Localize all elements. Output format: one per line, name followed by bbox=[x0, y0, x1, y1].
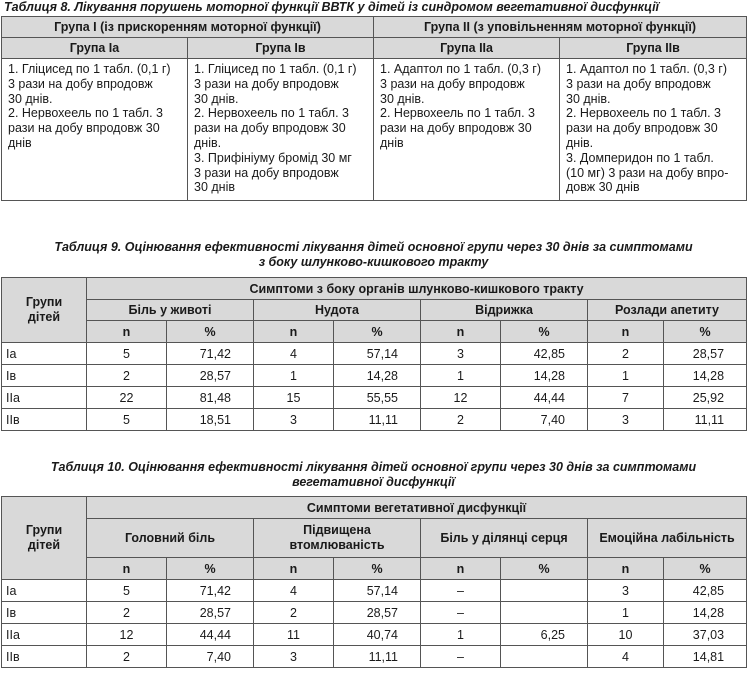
count-cell: 2 bbox=[588, 343, 664, 365]
count-cell: 7 bbox=[588, 387, 664, 409]
percent-cell: 28,57 bbox=[664, 343, 747, 365]
count-cell: 2 bbox=[87, 365, 167, 387]
count-cell: – bbox=[421, 580, 501, 602]
row-group-label: ІІа bbox=[2, 624, 87, 646]
count-cell: 4 bbox=[254, 580, 334, 602]
table9-caption-line2: з боку шлунково-кишкового тракту bbox=[258, 255, 489, 269]
percent-cell: 28,57 bbox=[167, 602, 254, 624]
table9-symptom-header: Біль у животі bbox=[87, 300, 254, 321]
percent-cell: 7,40 bbox=[501, 409, 588, 431]
row-group-label: Іа bbox=[2, 580, 87, 602]
table-row bbox=[2, 580, 747, 602]
table10-symptom-header: Головний біль bbox=[87, 519, 254, 558]
pct-header: % bbox=[664, 321, 747, 343]
count-cell: 4 bbox=[254, 343, 334, 365]
pct-header: % bbox=[167, 321, 254, 343]
table8-treatment-cell: 1. Гліцисед по 1 табл. (0,1 г) 3 рази на добу впродовж 30 днів. 2. Нервохеель по 1 табл. 3 рази на добу впродовж 30 днів bbox=[2, 59, 188, 201]
count-cell: 1 bbox=[254, 365, 334, 387]
table9-caption-line1: Таблиця 9. Оцінювання ефективності лікування дітей основної групи через 30 днів за симптомами bbox=[54, 240, 693, 254]
table8-caption: Таблиця 8. Лікування порушень моторної функції ВВТК у дітей із синдромом вегетативної дисфункції bbox=[4, 0, 660, 14]
percent-cell: 7,40 bbox=[167, 646, 254, 668]
table8-treatment-cell: 1. Адаптол по 1 табл. (0,3 г) 3 рази на добу впродовж 30 днів. 2. Нервохеель по 1 табл. 3 рази на добу впродовж 30 днів. 3. Домперидон по 1 табл. (10 мг) 3 рази на добу впро- довж 30 днів bbox=[560, 59, 747, 201]
percent-cell: 14,28 bbox=[664, 365, 747, 387]
percent-cell: 71,42 bbox=[167, 343, 254, 365]
table10-caption-line1: Таблиця 10. Оцінювання ефективності лікування дітей основної групи через 30 днів за симптомами bbox=[50, 460, 697, 474]
percent-cell: 44,44 bbox=[167, 624, 254, 646]
table9 bbox=[1, 277, 747, 431]
pct-header: % bbox=[167, 558, 254, 580]
n-header: n bbox=[254, 558, 334, 580]
percent-cell: 44,44 bbox=[501, 387, 588, 409]
pct-header: % bbox=[334, 321, 421, 343]
percent-cell: 42,85 bbox=[664, 580, 747, 602]
pct-header: % bbox=[501, 321, 588, 343]
count-cell: 3 bbox=[254, 646, 334, 668]
percent-cell: 18,51 bbox=[167, 409, 254, 431]
table9-caption bbox=[0, 240, 747, 270]
row-group-label: Ів bbox=[2, 365, 87, 387]
table8-subgroup-header: Група Ів bbox=[188, 38, 374, 59]
pct-header: % bbox=[334, 558, 421, 580]
n-header: n bbox=[588, 321, 664, 343]
symptom-label-line: втомлюваність bbox=[289, 538, 385, 552]
count-cell: 2 bbox=[87, 646, 167, 668]
percent-cell: 81,48 bbox=[167, 387, 254, 409]
count-cell: 12 bbox=[421, 387, 501, 409]
group-label-line: дітей bbox=[27, 538, 61, 552]
percent-cell: 11,11 bbox=[334, 646, 421, 668]
table10-caption bbox=[0, 460, 747, 490]
count-cell: 1 bbox=[588, 365, 664, 387]
count-cell: 11 bbox=[254, 624, 334, 646]
count-cell: 22 bbox=[87, 387, 167, 409]
percent-cell: 14,28 bbox=[664, 602, 747, 624]
count-cell: 3 bbox=[588, 580, 664, 602]
row-group-label: ІІв bbox=[2, 646, 87, 668]
n-header: n bbox=[421, 321, 501, 343]
row-group-label: Ів bbox=[2, 602, 87, 624]
percent-cell: 11,11 bbox=[334, 409, 421, 431]
percent-cell bbox=[501, 580, 588, 602]
count-cell: 5 bbox=[87, 343, 167, 365]
percent-cell: 14,28 bbox=[334, 365, 421, 387]
table10-caption-line2: вегетативної дисфункції bbox=[292, 475, 455, 489]
percent-cell: 28,57 bbox=[334, 602, 421, 624]
table8-group1-header: Група І (із прискоренням моторної функції) bbox=[2, 17, 374, 38]
count-cell: 12 bbox=[87, 624, 167, 646]
count-cell: 1 bbox=[421, 624, 501, 646]
row-group-label: Іа bbox=[2, 343, 87, 365]
count-cell: 1 bbox=[588, 602, 664, 624]
count-cell: 3 bbox=[421, 343, 501, 365]
table10-group-header bbox=[2, 497, 87, 580]
count-cell: 4 bbox=[588, 646, 664, 668]
table8-subgroup-header: Група ІІа bbox=[374, 38, 560, 59]
table-row bbox=[2, 387, 747, 409]
table9-group-header bbox=[2, 278, 87, 343]
n-header: n bbox=[588, 558, 664, 580]
table-row bbox=[2, 409, 747, 431]
table10 bbox=[1, 496, 747, 668]
count-cell: – bbox=[421, 646, 501, 668]
percent-cell: 40,74 bbox=[334, 624, 421, 646]
table10-symptoms-header: Симптоми вегетативної дисфункції bbox=[87, 497, 747, 519]
percent-cell: 42,85 bbox=[501, 343, 588, 365]
table9-symptom-header: Відрижка bbox=[421, 300, 588, 321]
count-cell: 5 bbox=[87, 580, 167, 602]
group-label-line: дітей bbox=[27, 310, 61, 324]
table8-subgroup-header: Група ІІв bbox=[560, 38, 747, 59]
table8-treatment-cell: 1. Адаптол по 1 табл. (0,3 г) 3 рази на добу впродовж 30 днів. 2. Нервохеель по 1 табл. 3 рази на добу впродовж 30 днів bbox=[374, 59, 560, 201]
n-header: n bbox=[254, 321, 334, 343]
percent-cell: 71,42 bbox=[167, 580, 254, 602]
table8-subgroup-header: Група Іа bbox=[2, 38, 188, 59]
count-cell: 3 bbox=[588, 409, 664, 431]
group-label-line: Групи bbox=[25, 295, 63, 309]
n-header: n bbox=[87, 321, 167, 343]
count-cell: 2 bbox=[87, 602, 167, 624]
group-label-line: Групи bbox=[25, 523, 63, 537]
table9-symptom-header: Нудота bbox=[254, 300, 421, 321]
table9-symptom-header: Розлади апетиту bbox=[588, 300, 747, 321]
count-cell: 2 bbox=[254, 602, 334, 624]
symptom-label-line: Підвищена bbox=[303, 523, 371, 537]
percent-cell: 11,11 bbox=[664, 409, 747, 431]
table8-group2-header: Група ІІ (з уповільненням моторної функції) bbox=[374, 17, 747, 38]
table8 bbox=[1, 16, 747, 201]
table10-symptom-header bbox=[254, 519, 421, 558]
row-group-label: ІІв bbox=[2, 409, 87, 431]
count-cell: 1 bbox=[421, 365, 501, 387]
n-header: n bbox=[421, 558, 501, 580]
percent-cell: 6,25 bbox=[501, 624, 588, 646]
count-cell: 2 bbox=[421, 409, 501, 431]
percent-cell bbox=[501, 602, 588, 624]
row-group-label: ІІа bbox=[2, 387, 87, 409]
count-cell: – bbox=[421, 602, 501, 624]
percent-cell: 28,57 bbox=[167, 365, 254, 387]
n-header: n bbox=[87, 558, 167, 580]
percent-cell: 14,28 bbox=[501, 365, 588, 387]
count-cell: 10 bbox=[588, 624, 664, 646]
percent-cell: 57,14 bbox=[334, 580, 421, 602]
percent-cell: 25,92 bbox=[664, 387, 747, 409]
table-row bbox=[2, 602, 747, 624]
table-row bbox=[2, 646, 747, 668]
percent-cell bbox=[501, 646, 588, 668]
table8-treatment-cell: 1. Гліцисед по 1 табл. (0,1 г) 3 рази на добу впродовж 30 днів. 2. Нервохеель по 1 табл. 3 рази на добу впродовж 30 днів. 3. Прифініуму бромід 30 мг 3 рази на добу впродовж 30 днів bbox=[188, 59, 374, 201]
table10-symptom-header: Біль у ділянці серця bbox=[421, 519, 588, 558]
percent-cell: 37,03 bbox=[664, 624, 747, 646]
table9-symptoms-header: Симптоми з боку органів шлунково-кишкового тракту bbox=[87, 278, 747, 300]
table-row bbox=[2, 365, 747, 387]
count-cell: 15 bbox=[254, 387, 334, 409]
percent-cell: 14,81 bbox=[664, 646, 747, 668]
pct-header: % bbox=[664, 558, 747, 580]
table-row bbox=[2, 624, 747, 646]
percent-cell: 57,14 bbox=[334, 343, 421, 365]
pct-header: % bbox=[501, 558, 588, 580]
count-cell: 3 bbox=[254, 409, 334, 431]
table-row bbox=[2, 343, 747, 365]
count-cell: 5 bbox=[87, 409, 167, 431]
percent-cell: 55,55 bbox=[334, 387, 421, 409]
table10-symptom-header: Емоційна лабільність bbox=[588, 519, 747, 558]
